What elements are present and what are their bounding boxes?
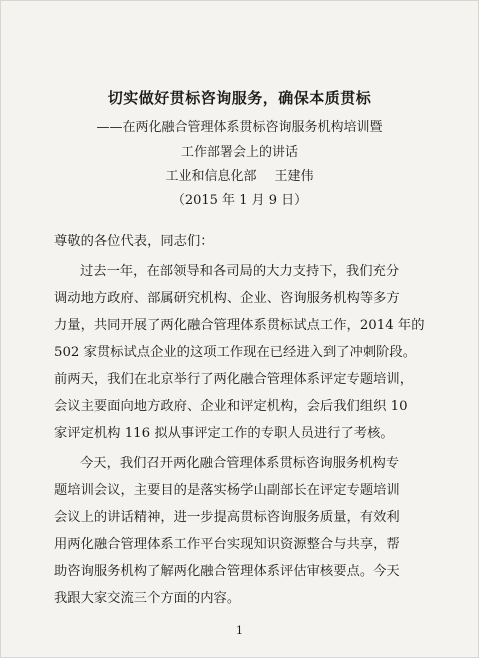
body-line: 今天，我们召开两化融合管理体系贯标咨询服务机构专: [80, 456, 400, 471]
page-number: 1: [236, 624, 243, 637]
document-title: 切实做好贯标咨询服务，确保本质贯标: [107, 89, 372, 107]
author-name: 王建伟: [274, 169, 314, 184]
body-line: 我跟大家交流三个方面的内容。: [54, 591, 241, 606]
subtitle-line-1: ——在两化融合管理体系贯标咨询服务机构培训暨: [96, 120, 383, 135]
body-line: 调动地方政府、部属研究机构、企业、咨询服务机构等多方: [54, 291, 400, 306]
body-line: 前两天，我们在北京举行了两化融合管理体系评定专题培训，: [54, 372, 414, 387]
speech-date: （2015 年 1 月 9 日）: [171, 193, 308, 208]
body-line: 助咨询服务机构了解两化融合管理体系评估审核要点。今天: [54, 564, 400, 579]
body-line: 会议主要面向地方政府、企业和评定机构，会后我们组织 10: [54, 399, 408, 414]
body-line: 过去一年，在部领导和各司局的大力支持下，我们充分: [80, 264, 400, 279]
body-line: 题培训会议，主要目的是落实杨学山副部长在评定专题培训: [54, 483, 400, 498]
body-line: 用两化融合管理体系工作平台实现知识资源整合与共享，帮: [54, 537, 400, 552]
salutation: 尊敬的各位代表，同志们：: [54, 234, 214, 249]
body-line: 家评定机构 116 拟从事评定工作的专职人员进行了考核。: [54, 426, 394, 441]
body-line: 502 家贯标试点企业的这项工作现在已经进入到了冲刺阶段。: [54, 345, 417, 360]
author-line: [0, 165, 479, 184]
body-line: 力量，共同开展了两化融合管理体系贯标试点工作，2014 年的: [54, 318, 425, 333]
subtitle-line-2: 工作部署会上的讲话: [180, 145, 298, 160]
body-line: 会议上的讲话精神，进一步提高贯标咨询服务质量，有效利: [54, 510, 400, 525]
author-organization: 工业和信息化部: [165, 169, 257, 184]
